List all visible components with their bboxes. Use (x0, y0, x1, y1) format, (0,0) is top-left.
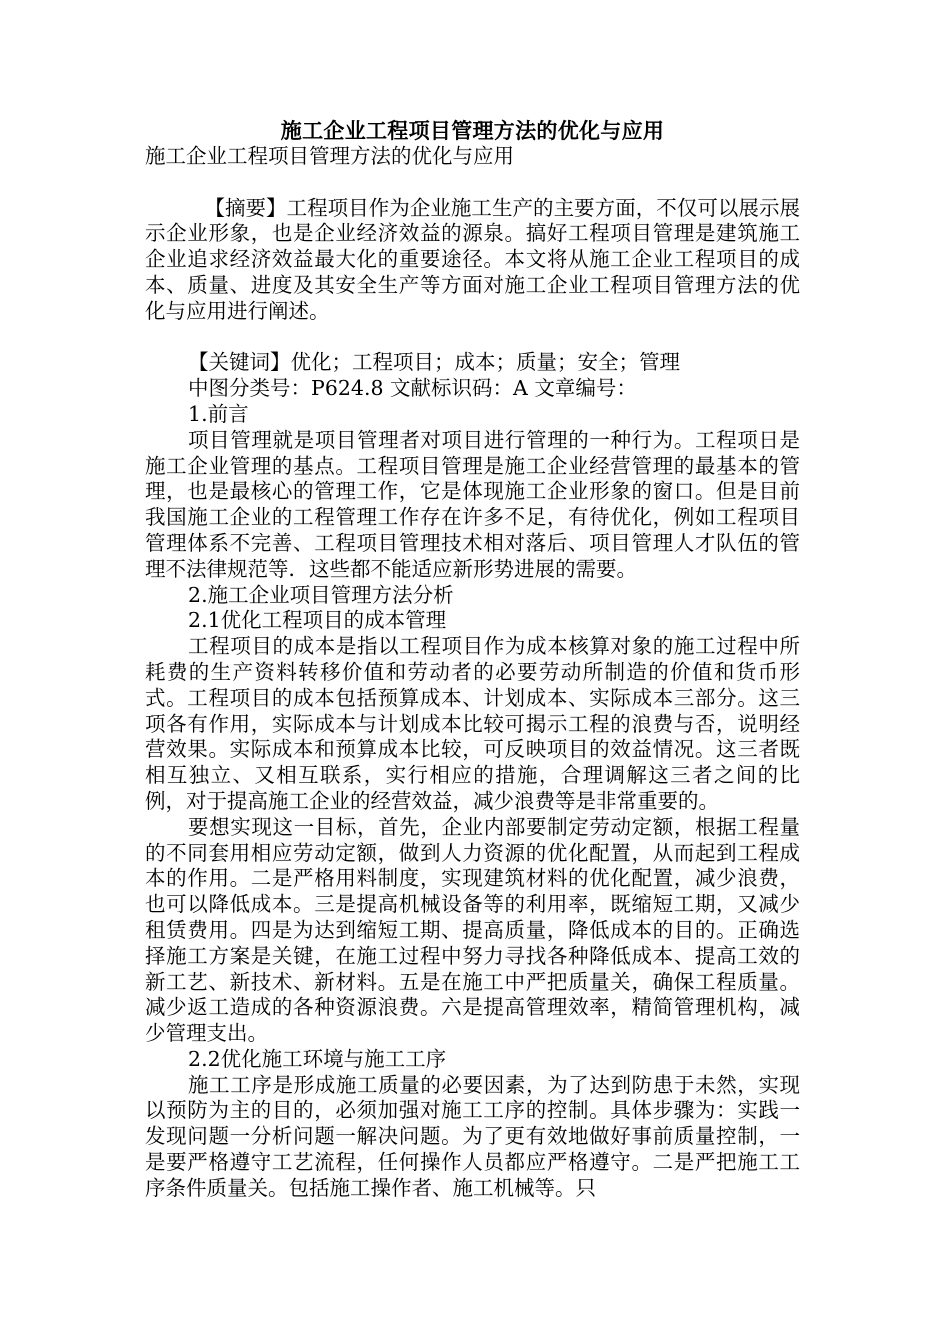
section-heading-1: 1.前言 (188, 401, 249, 426)
body-paragraph: 工程项目的成本是指以工程项目作为成本核算对象的施工过程中所耗费的生产资料转移价值和劳动者的必要劳动所制造的价值和货币形式。工程项目的成本包括预算成本、计划成本、实际成本三部分。这三项各有作用，实际成本与计划成本比较可揭示工程的浪费与否，说明经营效果。实际成本和预算成本比较，可反映项目的效益情况。这三者既相互独立、又相互联系，实行相应的措施，合理调解这三者之间的比例，对于提高施工企业的经营效益，减少浪费等是非常重要的。 (145, 634, 800, 813)
blank-line (145, 325, 800, 351)
abstract-paragraph: 【摘要】工程项目作为企业施工生产的主要方面，不仅可以展示展示企业形象，也是企业经济效益的源泉。搞好工程项目管理是建筑施工企业追求经济效益最大化的重要途径。本文将从施工企业工程项目的成本、质量、进度及其安全生产等方面对施工企业工程项目管理方法的优化与应用进行阐述。 (145, 195, 800, 323)
body-paragraph: 要想实现这一目标，首先，企业内部要制定劳动定额，根据工程量的不同套用相应劳动定额，做到人力资源的优化配置，从而起到工程成本的作用。二是严格用料制度，实现建筑材料的优化配置，减少浪费，也可以降低成本。三是提高机械设备等的利用率，既缩短工期，又减少租赁费用。四是为达到缩短工期、提高质量，降低成本的目的。正确选择施工方案是关键，在施工过程中努力寻找各种降低成本、提高工效的新工艺、新技术、新材料。五是在施工中严把质量关，确保工程质量。减少返工造成的各种资源浪费。六是提高管理效率，精简管理机构，减少管理支出。 (145, 814, 800, 1046)
document-page (145, 118, 800, 1202)
keywords-line: 【关键词】优化；工程项目；成本；质量；安全；管理 (188, 350, 681, 375)
body-paragraph: 项目管理就是项目管理者对项目进行管理的一种行为。工程项日是施工企业管理的基点。工程项目管理是施工企业经营管理的最基本的管理，也是最核心的管理工作，它是体现施工企业形象的窗口。但是目前我国施工企业的工程管理工作存在许多不足，有待优化，例如工程项目管理体系不完善、工程项目管理技术相对落后、项目管理人才队伍的管理不法律规范等．这些都不能适应新形势进展的需要。 (145, 427, 800, 581)
blank-line (145, 170, 800, 196)
section-heading-2-2: 2.2优化施工环境与施工工序 (188, 1046, 447, 1071)
section-heading-2-1: 2.1优化工程项目的成本管理 (188, 608, 447, 633)
classification-line: 中图分类号：P624.8 文献标识码：A 文章编号： (188, 376, 637, 401)
body-paragraph: 施工工序是形成施工质量的必要因素，为了达到防患于未然，实现以预防为主的目的，必须加强对施工工序的控制。具体步骤为：实践一发现问题一分析问题一解决问题。为了更有效地做好事前质量控制，一是要严格遵守工艺流程，任何操作人员都应严格遵守。二是严把施工工序条件质量关。包括施工操作者、施工机械等。只 (145, 1072, 800, 1200)
section-heading-2: 2.施工企业项目管理方法分析 (188, 582, 454, 607)
document-subtitle: 施工企业工程项目管理方法的优化与应用 (145, 144, 514, 168)
document-title: 施工企业工程项目管理方法的优化与应用 (280, 118, 665, 143)
